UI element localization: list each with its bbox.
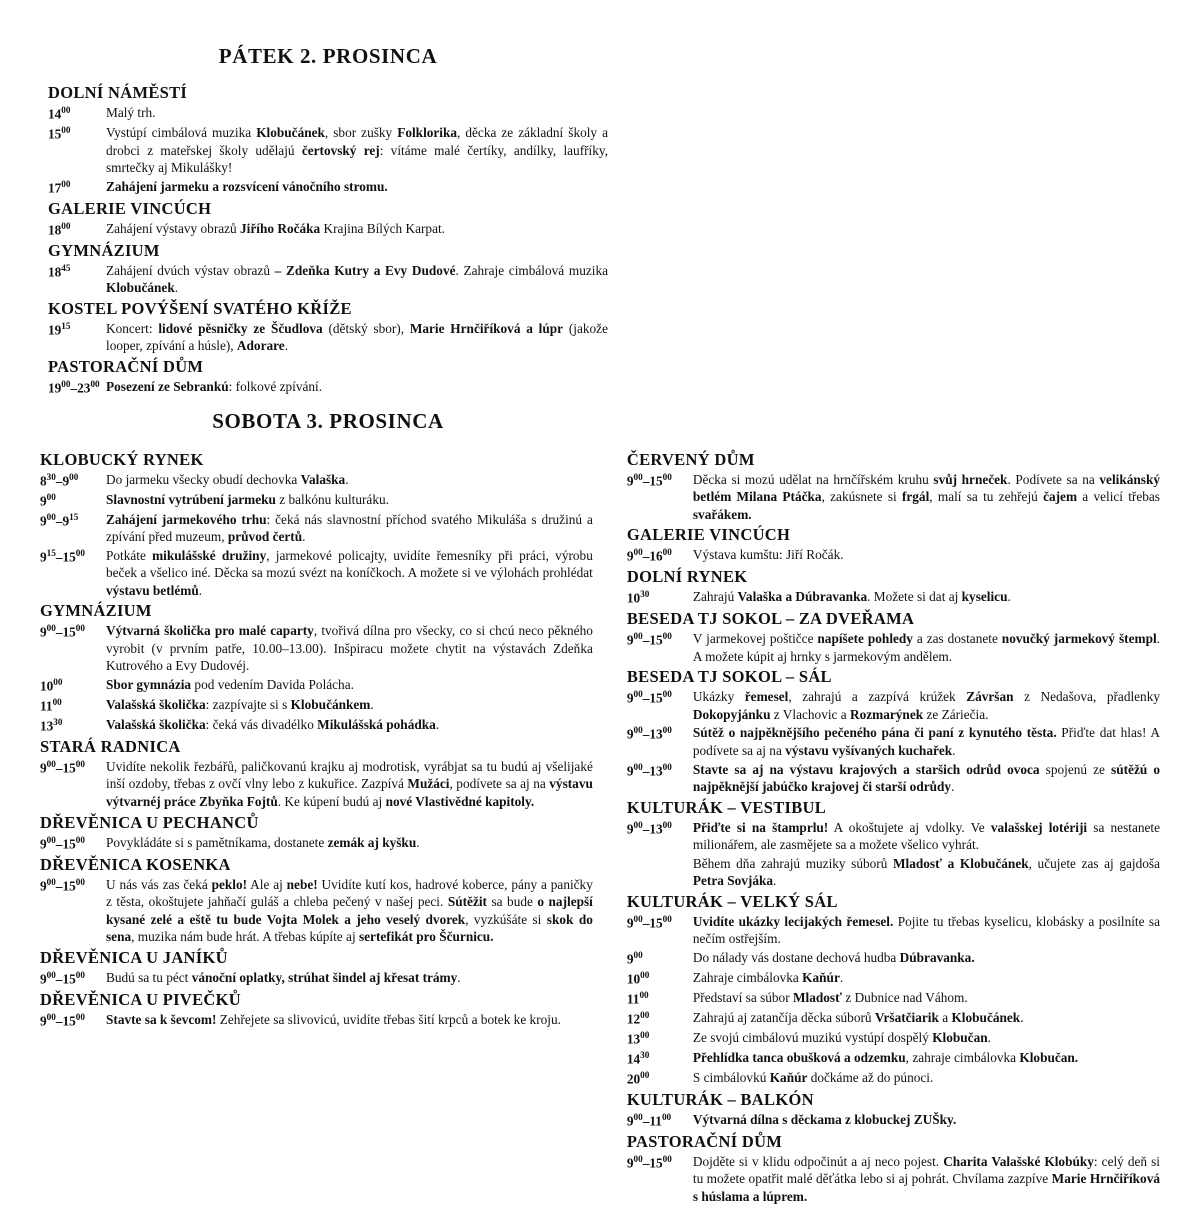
- venue-heading: BESEDA TJ SOKOL – ZA DVEŘAMA: [626, 609, 915, 629]
- entry-time: $20^{00}$: [626, 1069, 650, 1087]
- entry-description: Zahrajú aj zatančíja děcka súborů Vršatčiarik a Klobučánek.: [692, 1009, 1024, 1025]
- entry-description: U nás vás zas čeká peklo! Ale aj nebe! Uvidíte kutí kos, hadrové koberce, pány a paničky z těsta, okoštujete jahňačí guláš a chleba pečený v našej peci. Sútěžit sa bude o najlepší kysané zelé a eště tu bude Vojta Molek a jeho veselý dvorek, vyzkúšáte si skok do sena, muzika nám bude hrát. A třebas kúpíte aj sertefikát pro Ščurnicu.: [106, 876, 593, 945]
- program-entry: [48, 124, 608, 177]
- entry-time: $9^{00}-9^{15}$: [40, 511, 79, 529]
- entry-description: Slavnostní vytrúbení jarmeku z balkónu kulturáku.: [106, 491, 389, 507]
- program-entry: [627, 630, 1160, 665]
- entry-description: Uvidíte nekolik řezbářů, paličkovanú krajku aj modrotisk, vyrábjat sa tu budú aj všelijaké inší ozdoby, třebas z ovčí vlny lebo z kukuřice. Zazpívá Mužáci, podívete sa aj na výstavu výtvarnéj práce Zbyňka Fojtů. Ke kúpení budú aj nové Vlastivědné kapitoly.: [106, 758, 593, 810]
- program-entry: [40, 471, 593, 490]
- entry-time: $9^{00}-11^{00}$: [626, 1111, 672, 1129]
- entry-description: Představí sa súbor Mladosť z Dubnice nad Váhom.: [692, 989, 968, 1005]
- program-entry: [40, 622, 593, 675]
- program-entry: [40, 758, 593, 811]
- entry-time: $9^{00}$: [40, 491, 56, 509]
- entry-time: $11^{00}$: [40, 696, 62, 714]
- program-entry: [40, 511, 593, 546]
- venue-heading: GALERIE VINCÚCH: [48, 198, 212, 218]
- entry-description: Valašská školička: zazpívajte si s Klobučánkem.: [106, 696, 374, 712]
- entry-description: Výtvarná školička pro malé caparty, tvořivá dílna pro všecky, co si chcú neco pěkného vyrobit (v prvním patře, 10.00–13.00). Inšpiracu možete chytit na výstavách Zdeňka Kutrového a Evy Dudovéj.: [106, 623, 593, 674]
- entry-time: $15^{00}$: [48, 124, 71, 142]
- program-entry: [627, 855, 1160, 890]
- venue-heading: DOLNÍ NÁMĚSTÍ: [48, 83, 188, 102]
- venue-heading: KLOBUCKÝ RYNEK: [40, 449, 204, 469]
- program-entry: [40, 676, 593, 695]
- entry-description: Uvidíte ukázky lecijakých řemesel. Pojite tu třebas kyselicu, klobásky a posilníte sa nečím ostřejším.: [692, 913, 1160, 947]
- venue-heading: DŘEVĚNICA U JANÍKŮ: [40, 947, 228, 967]
- entry-time: $10^{00}$: [40, 677, 63, 694]
- entry-description: Do jarmeku všecky obudí dechovka Valaška.: [106, 471, 349, 487]
- entry-time: $18^{00}$: [48, 220, 71, 237]
- program-entry: [627, 913, 1160, 948]
- entry-description: Zahájení výstavy obrazů Jiřího Ročáka Krajina Bílých Karpat.: [106, 220, 445, 236]
- entry-description: Potkáte mikulášské družiny, jarmekové policajty, uvidíte řemesníky při práci, výrobu beček a všelico iné. Děcka sa mozú svézt na koníčkoch. A možete si ve výlohách prohlédat výstavu betlémů.: [106, 547, 593, 598]
- entry-time: $19^{15}$: [48, 320, 71, 338]
- venue-heading: DŘEVĚNICA U PECHANCŮ: [40, 812, 259, 832]
- entry-description: Povykládáte si s pamětníkama, dostanete zemák aj kyšku.: [106, 834, 420, 850]
- day2-columns: [40, 448, 1160, 1206]
- entry-description: Vystúpí cimbálová muzika Klobučánek, sbor zušky Folklorika, děcka ze základní školy a drobci z mateřskej školy udělajú čertovský rej: vítáme malé čertíky, andílky, laufříky, smrtečky aj Mikulášky!: [106, 124, 608, 176]
- venue-heading: KULTURÁK – VELKÝ SÁL: [626, 891, 838, 911]
- entry-time: $9^{00}$: [626, 949, 643, 967]
- entry-description: Během dňa zahrajú muziky súborů Mladosť a Klobučánek, učujete zas aj gajdoša Petra Sovjáka.: [692, 855, 1160, 889]
- entry-time: $9^{00}-15^{00}$: [40, 834, 85, 851]
- entry-time: $14^{30}$: [626, 1049, 650, 1067]
- entry-time: $8^{30}-9^{00}$: [40, 471, 79, 489]
- venue-heading: KOSTEL POVÝŠENÍ SVATÉHO KŘÍŽE: [48, 298, 352, 318]
- program-entry: [48, 104, 608, 123]
- program-entry: [627, 761, 1160, 796]
- entry-description: Zahájení jarmekového trhu: čeká nás slavnostní příchod svatého Mikuláša s družinú a zpívání před muzeum, průvod čertů.: [106, 511, 593, 545]
- program-entry: [627, 688, 1160, 723]
- venue-heading: DOLNÍ RYNEK: [626, 567, 748, 587]
- entry-time: $9^{00}-15^{00}$: [40, 969, 85, 987]
- entry-description: Stavte sa aj na výstavu krajových a staršich odrůd ovoca spojenú ze sútěžú o najpěknější jabúčko krajovej či starší odrůdy.: [692, 761, 1160, 795]
- program-entry: [627, 588, 1160, 607]
- entry-time: $9^{00}-16^{00}$: [626, 547, 672, 564]
- day1-sections: [48, 83, 608, 397]
- entry-description: Budú sa tu péct vánoční oplatky, strúhat šindel aj křesat trámy.: [106, 969, 461, 985]
- entry-time: $12^{00}$: [626, 1009, 650, 1027]
- venue-heading: DŘEVĚNICA U PIVEČKŮ: [40, 989, 241, 1009]
- entry-description: Posezení ze Sebrankú: folkové zpívání.: [106, 378, 323, 394]
- day1-block: [48, 44, 608, 397]
- entry-description: Výstava kumštu: Jiří Ročák.: [692, 547, 844, 563]
- entry-description: Ukázky řemesel, zahrajú a zazpívá krúžek Závršan z Nedašova, přadlenky Dokopyjánku z Vlachovic a Rozmarýnek ze Záriečia.: [692, 689, 1161, 722]
- program-entry: [40, 696, 593, 715]
- entry-time: $11^{00}$: [626, 989, 649, 1007]
- entry-time: $9^{00}-15^{00}$: [626, 1153, 672, 1171]
- entry-description: Valašská školička: čeká vás divadélko Mikulášská pohádka.: [106, 716, 440, 732]
- entry-time: $9^{00}-13^{00}$: [626, 819, 672, 837]
- entry-time: $10^{30}$: [626, 589, 650, 606]
- entry-description: Malý trh.: [106, 105, 156, 120]
- entry-time: $9^{00}-15^{00}$: [40, 623, 85, 640]
- program-entry: [48, 262, 608, 297]
- entry-description: Koncert: lidové pěsničky ze Ščudlova (dětský sbor), Marie Hrnčiříková a lúpr (jakože looper, zpívání a húsle), Adorare.: [106, 320, 608, 354]
- program-entry: [48, 378, 608, 397]
- entry-time: $14^{00}$: [48, 105, 71, 122]
- entry-time: $9^{00}-13^{00}$: [626, 761, 672, 778]
- venue-heading: KULTURÁK – VESTIBUL: [626, 797, 827, 817]
- entry-time: $9^{00}-13^{00}$: [626, 725, 672, 742]
- program-entry: [48, 220, 608, 239]
- entry-description: Děcka si mozú udělat na hrnčířském kruhu svůj hrneček. Podívete sa na velikánský betlém Milana Ptáčka, zakúsnete si frgál, malí sa tu zehřejú čajem a velicí třebas svařákem.: [692, 471, 1161, 522]
- venue-heading: GYMNÁZIUM: [48, 240, 160, 260]
- venue-heading: GALERIE VINCÚCH: [626, 525, 791, 545]
- program-entry: [627, 546, 1160, 565]
- program-entry: [40, 834, 593, 853]
- program-entry: [627, 969, 1160, 988]
- program-entry: [627, 1029, 1160, 1048]
- entry-time: $9^{00}-15^{00}$: [626, 689, 672, 706]
- entry-time: $9^{15}-15^{00}$: [40, 547, 85, 565]
- program-entry: [40, 969, 593, 988]
- program-entry: [627, 1111, 1160, 1130]
- entry-description: Sbor gymnázia pod vedením Davida Polácha.: [106, 677, 354, 693]
- program-entry: [40, 876, 593, 946]
- program-entry: [627, 1049, 1160, 1068]
- entry-description: S cimbálovkú Kaňúr dočkáme až do púnoci.: [692, 1069, 934, 1085]
- program-entry: [627, 1009, 1160, 1028]
- entry-time: $9^{00}-15^{00}$: [626, 631, 672, 648]
- venue-heading: PASTORAČNÍ DŮM: [48, 356, 204, 376]
- entry-time: $9^{00}-15^{00}$: [40, 758, 85, 776]
- entry-description: Zahájení jarmeku a rozsvícení vánočního stromu.: [106, 178, 388, 194]
- entry-description: Do nálady vás dostane dechová hudba Dúbravanka.: [692, 949, 975, 965]
- program-entry: [40, 547, 593, 600]
- entry-time: $13^{30}$: [40, 716, 63, 734]
- entry-description: Sútěž o najpěknějšího pečeného pána či paní z kynutého těsta. Přiďte dat hlas! A podívete sa aj na výstavu vyšívaných kuchařek.: [692, 725, 1160, 759]
- entry-time: $9^{00}-15^{00}$: [626, 471, 672, 489]
- entry-time: $10^{00}$: [626, 969, 650, 987]
- entry-description: Přiďte si na štamprlu! A okoštujete aj vdolky. Ve valašskej lotériji sa nestanete milionářem, ale zasmějete sa a možete všelico vyhrát.: [692, 819, 1160, 853]
- entry-time: $9^{00}-15^{00}$: [626, 913, 672, 931]
- day2-left-column: [40, 448, 593, 1206]
- entry-description: Zahraje cimbálovka Kaňúr.: [692, 969, 844, 985]
- entry-time: $9^{00}-15^{00}$: [40, 1011, 85, 1029]
- entry-description: Ze svojú cimbálovú muzikú vystúpí dospělý Klobučan.: [692, 1029, 991, 1045]
- entry-description: Zahrajú Valaška a Dúbravanka. Možete si dat aj kyselicu.: [692, 589, 1011, 605]
- entry-description: Dojděte si v klidu odpočinút a aj neco pojest. Charita Valašské Klobúky: celý deň si tu možete opatřit malé děťátka lebo si aj pohrát. Chvílama zazpíve Marie Hrnčiříková s húslama a lúprem.: [692, 1153, 1160, 1204]
- program-entry: [40, 1011, 593, 1030]
- program-entry: [627, 989, 1160, 1008]
- day2-right-column: [627, 448, 1160, 1206]
- entry-description: V jarmekovej poštičce napíšete pohledy a zas dostanete novučký jarmekový štempl. A možete kúpit aj hrnky s jarmekovým andělem.: [692, 631, 1160, 664]
- program-entry: [627, 724, 1160, 759]
- venue-heading: GYMNÁZIUM: [40, 601, 152, 621]
- program-entry: [627, 819, 1160, 854]
- program-entry: [48, 320, 608, 355]
- day2-title: SOBOTA 3. PROSINCA: [212, 408, 444, 433]
- venue-heading: PASTORAČNÍ DŮM: [626, 1131, 783, 1151]
- program-entry: [627, 949, 1160, 968]
- day1-title: PÁTEK 2. PROSINCA: [218, 44, 438, 68]
- program-entry: [48, 178, 608, 197]
- program-entry: [627, 1069, 1160, 1088]
- entry-time: $13^{00}$: [626, 1029, 650, 1047]
- program-entry: [40, 716, 593, 735]
- entry-time: $18^{45}$: [48, 262, 71, 279]
- entry-time: $17^{00}$: [48, 178, 71, 196]
- venue-heading: BESEDA TJ SOKOL – SÁL: [626, 667, 832, 687]
- venue-heading: DŘEVĚNICA KOSENKA: [40, 854, 231, 874]
- entry-description: Stavte sa k ševcom! Zehřejete sa slivovicú, uvidíte třebas šití krpců a botek ke kroju.: [106, 1011, 561, 1027]
- entry-time: $9^{00}-15^{00}$: [40, 876, 85, 893]
- venue-heading: ČERVENÝ DŮM: [626, 449, 755, 469]
- venue-heading: KULTURÁK – BALKÓN: [626, 1089, 814, 1109]
- entry-description: Výtvarná dílna s děckama z klobuckej ZUŠky.: [692, 1111, 957, 1127]
- program-entry: [627, 1153, 1160, 1206]
- program-entry: [40, 491, 593, 510]
- entry-description: Zahájení dvúch výstav obrazů – Zdeňka Kutry a Evy Dudové. Zahraje cimbálová muzika Klobučánek.: [106, 262, 609, 296]
- entry-description: Přehlídka tanca obušková a odzemku, zahraje cimbálovka Klobučan.: [692, 1049, 1079, 1065]
- program-entry: [627, 471, 1160, 524]
- venue-heading: STARÁ RADNICA: [40, 736, 181, 756]
- entry-time: $19^{00}-23^{00}$: [48, 378, 100, 396]
